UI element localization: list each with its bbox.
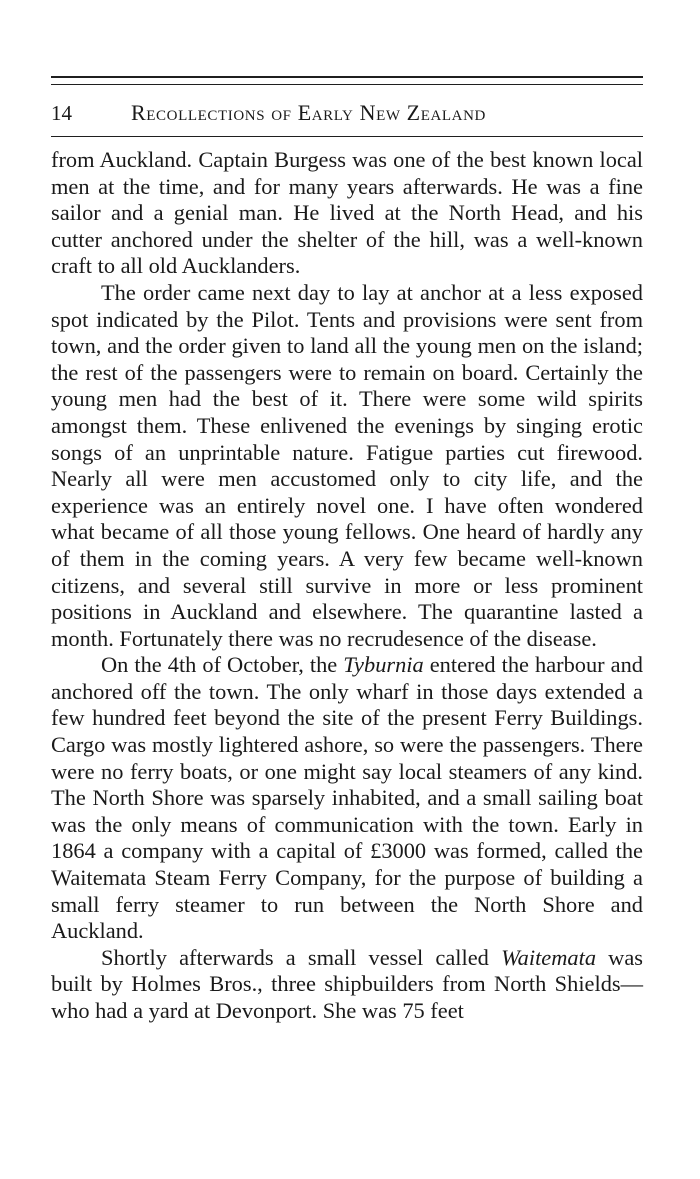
paragraph-text: was built by Holmes Bros., three shipbuilders from North Shields—who had a yard at Devonport. She was 75 feet xyxy=(51,944,644,1023)
running-header xyxy=(51,98,643,132)
ship-name: Tyburnia xyxy=(343,652,424,678)
paragraph-text: from Auckland. Captain Burgess was one of the best known local men at the time, and for many years afterwards. He was a fine sailor and a genial man. He lived at the North Head, and his cutter anchored under the shelter of the hill, was a well-known craft to all old Aucklanders. xyxy=(51,147,643,279)
paragraph xyxy=(51,945,643,1025)
header-double-rule-lower xyxy=(51,84,643,85)
body-text xyxy=(51,147,643,1025)
header-underline xyxy=(51,136,643,137)
paragraph-text: On the 4th of October, the xyxy=(101,652,344,678)
paragraph-text: The order came next day to lay at anchor at a less exposed spot indicated by the Pilot. Tents and provisions were sent from town, and the order given to land all the young men on the island; the rest of the passengers were to remain on board. Certainly the young men had the best of it. There were some wild spirits amongst them. These enlivened the evenings by singing erotic songs of an unprintable nature. Fatigue parties cut firewood. Nearly all were men accustomed only to city life, and the experience was an entirely novel one. I have often wondered what became of all those young fellows. One heard of hardly any of them in the coming years. A very few became well-known citizens, and several still survive in more or less prominent positions in Auckland and elsewhere. The quarantine lasted a month. Fortunately there was no recrudesence of the disease. xyxy=(51,279,643,651)
paragraph-text: Shortly afterwards a small vessel called xyxy=(101,944,502,970)
ship-name: Waitemata xyxy=(501,944,597,970)
paragraph-text: entered the harbour and anchored off the town. The only wharf in those days extended a few hundred feet beyond the site of the present Ferry Buildings. Cargo was mostly lightered ashore, so were the passengers. There were no ferry boats, or one might say local steamers of any kind. The North Shore was sparsely inhabited, and a small sailing boat was the only means of communication with the town. Early in 1864 a company with a capital of £3000 was formed, called the Waitemata Steam Ferry Company, for the purpose of building a small ferry steamer to run between the North Shore and Auckland. xyxy=(51,652,643,944)
paragraph xyxy=(51,147,643,280)
paragraph xyxy=(51,652,643,945)
header-double-rule-upper xyxy=(51,76,643,78)
paragraph xyxy=(51,280,643,652)
page-number: 14 xyxy=(51,101,72,125)
running-title: Recollections of Early New Zealand xyxy=(131,100,486,125)
